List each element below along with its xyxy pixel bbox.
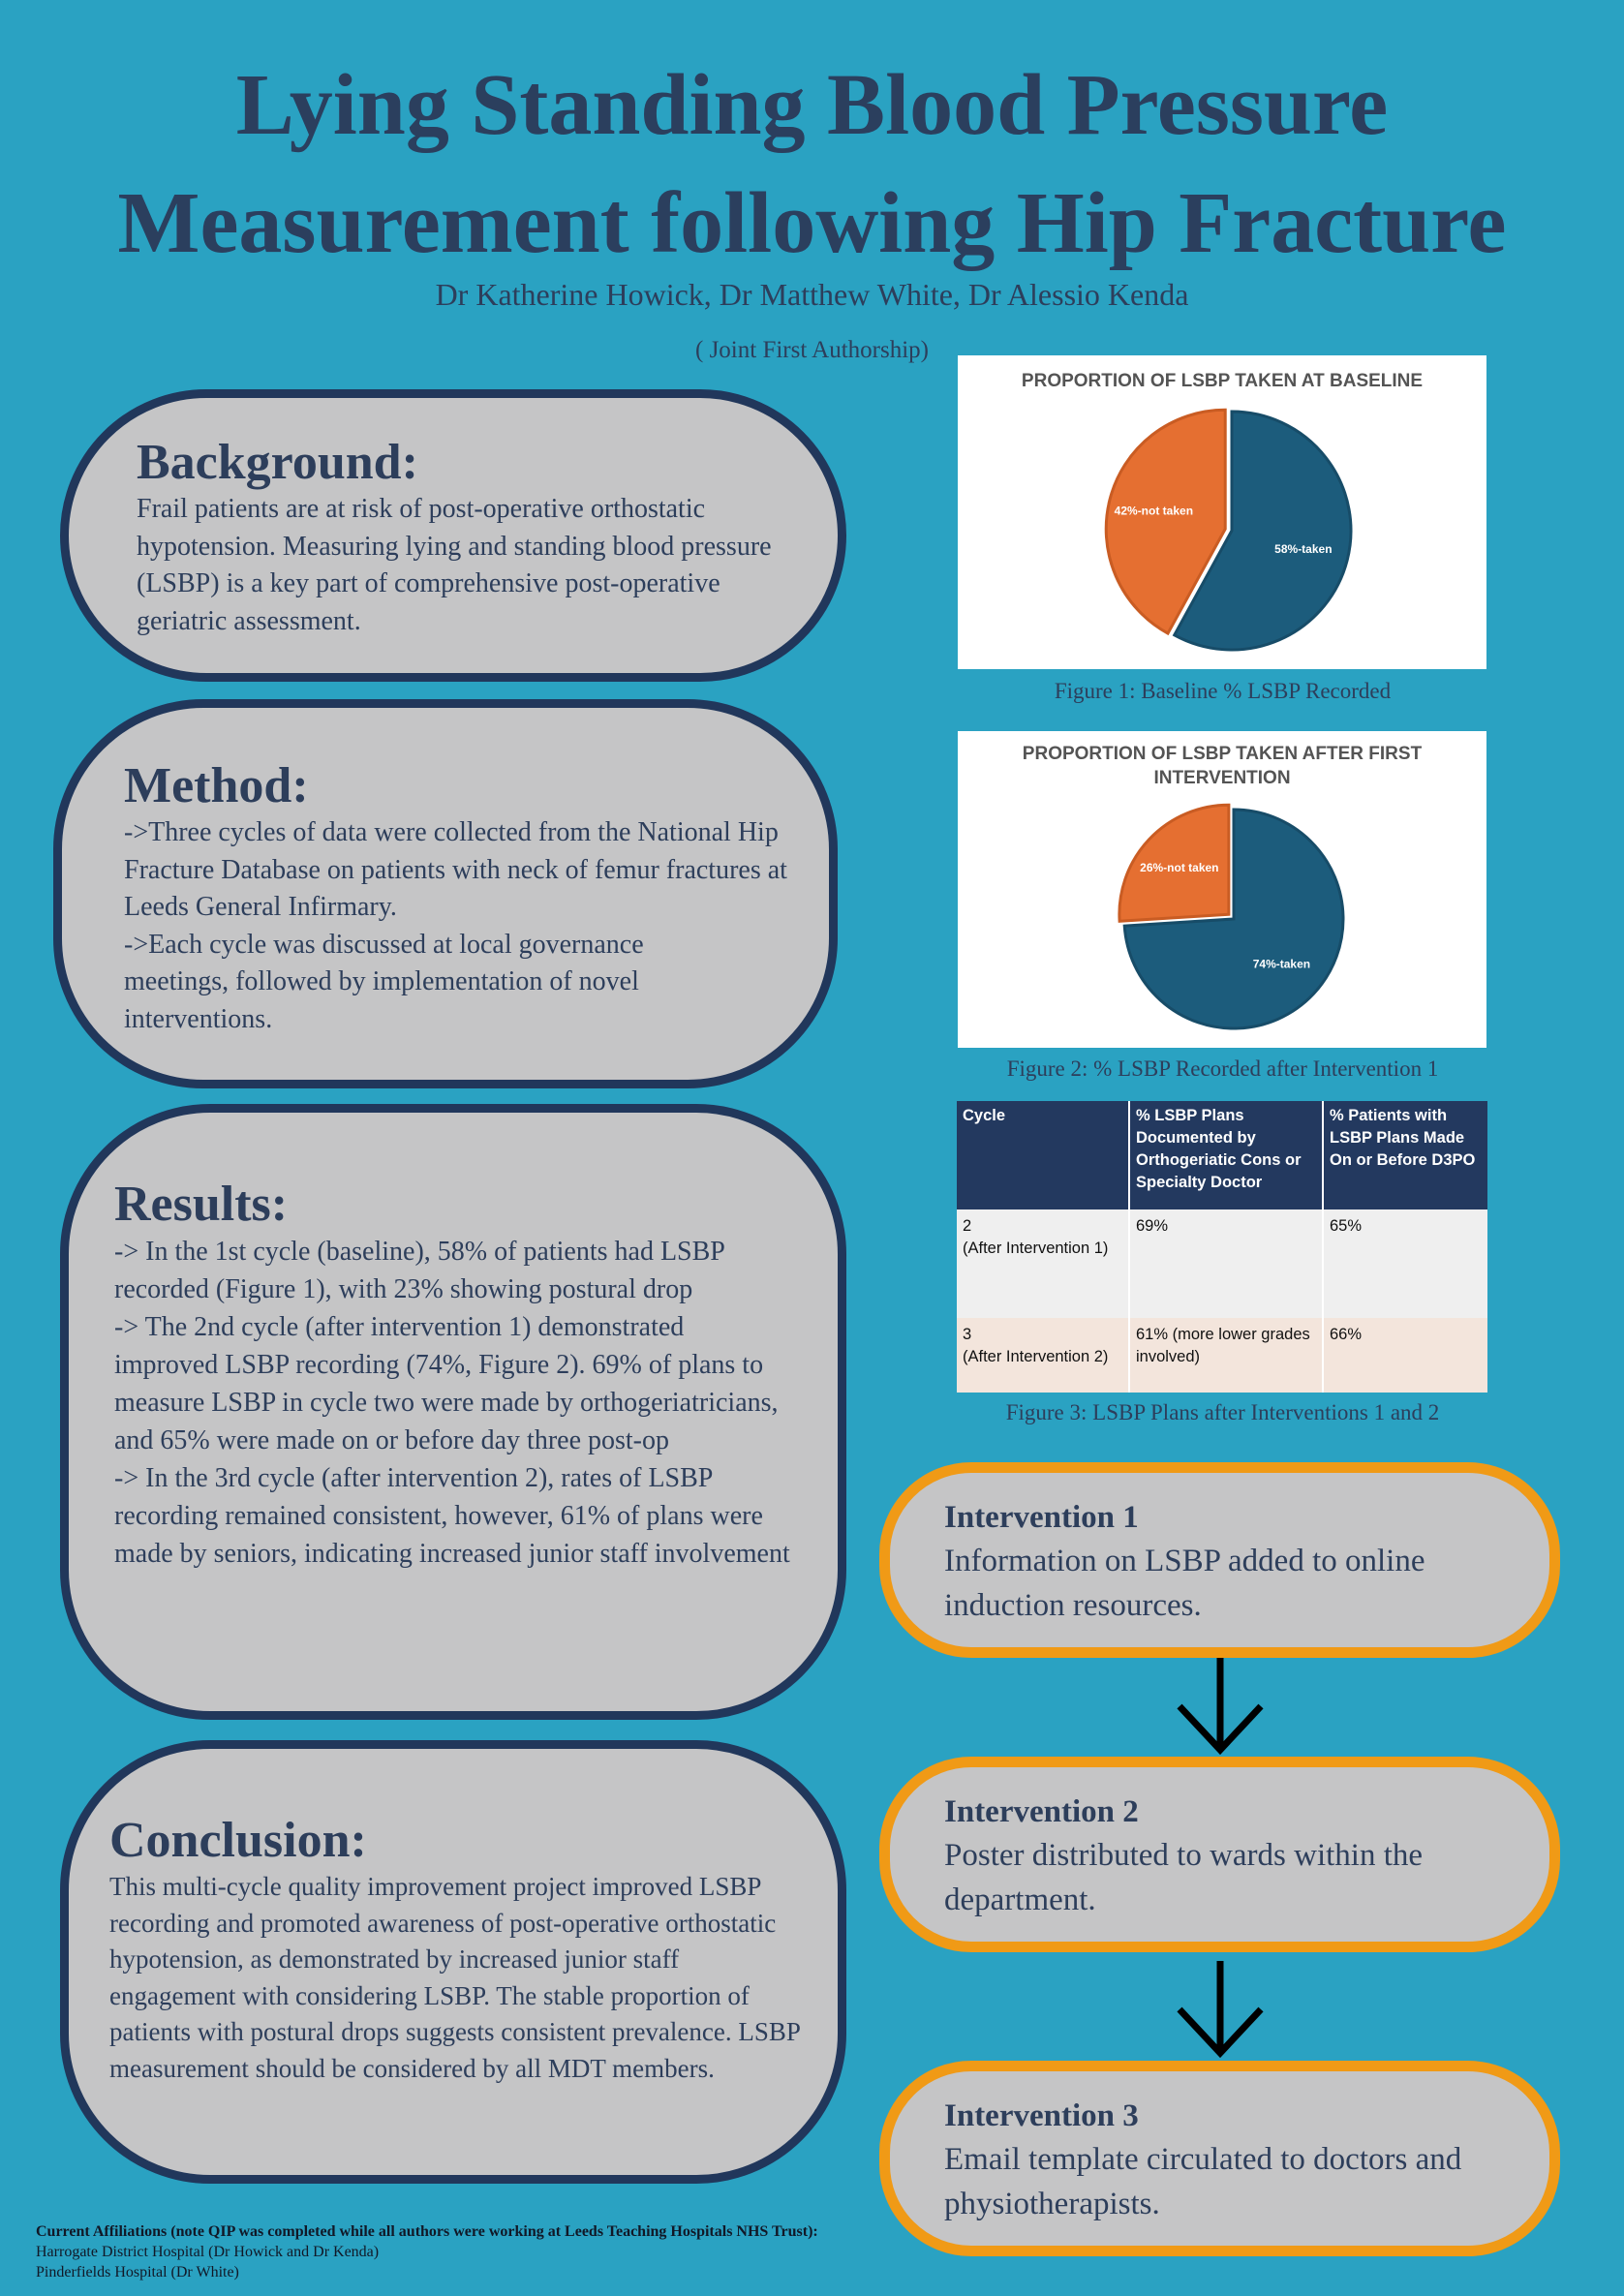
conclusion-heading: Conclusion: <box>109 1813 367 1868</box>
results-section <box>60 1104 846 1720</box>
results-paragraph-2: -> The 2nd cycle (after intervention 1) demonstrated improved LSBP recording (74%, Figure 2). 69% of plans to measure LSBP in cycle two were made by orthogeriatricians, and 65% were made on or before day three post-op <box>114 1312 779 1455</box>
down-arrow-icon <box>1174 1658 1267 1755</box>
background-heading: Background: <box>137 435 418 490</box>
intervention-2-text: Poster distributed to wards within the department. <box>944 1838 1424 1917</box>
pie-slice-label: 74%-taken <box>1252 957 1311 971</box>
affiliation-line: Pinderfields Hospital (Dr White) <box>36 2264 239 2281</box>
lsbp-plans-table <box>957 1101 1487 1393</box>
table-cell: 69% <box>1129 1209 1323 1317</box>
intervention-3-box <box>879 2061 1560 2256</box>
background-text: Frail patients are at risk of post-operative orthostatic hypotension. Measuring lying and standing blood pressure (LSBP) is a key part of comprehensive post-operative geriatric assessment. <box>137 494 772 636</box>
intervention-2-title: Intervention 2 <box>944 1794 1139 1829</box>
table-cell-cycle <box>957 1209 1129 1317</box>
results-heading: Results: <box>114 1177 289 1232</box>
affiliations-heading: Current Affiliations (note QIP was completed while all authors were working at Leeds Teaching Hospitals NHS Trust): <box>36 2223 818 2240</box>
baseline-pie-chart <box>958 355 1486 669</box>
figure-1-caption: Figure 1: Baseline % LSBP Recorded <box>1054 679 1392 703</box>
affiliations <box>36 2221 818 2282</box>
pie-slice-label: 42%-not taken <box>1114 504 1194 518</box>
intervention-1-box <box>879 1462 1560 1658</box>
figure-2-caption: Figure 2: % LSBP Recorded after Intervention 1 <box>1006 1056 1439 1081</box>
pie-chart-svg <box>958 731 1486 1048</box>
background-section <box>60 389 846 682</box>
table-cell: 66% <box>1323 1318 1487 1393</box>
table-header: % Patients with LSBP Plans Made On or Before D3PO <box>1323 1101 1487 1209</box>
method-paragraph-2: ->Each cycle was discussed at local governance meetings, followed by implementation of novel interventions. <box>124 929 644 1034</box>
cycle-note: (After Intervention 2) <box>963 1347 1109 1365</box>
conclusion-section <box>60 1740 846 2184</box>
intervention-2-box <box>879 1757 1560 1952</box>
down-arrow-icon <box>1174 1961 1267 2058</box>
poster-title-line2: Measurement following Hip Fracture <box>117 175 1507 271</box>
conclusion-text: This multi-cycle quality improvement project improved LSBP recording and promoted awareness of post-operative orthostatic hypotension, as demonstrated by increased junior staff engagement with considering LSBP. The stable proportion of patients with postural drops suggests consistent prevalence. LSBP measurement should be considered by all MDT members. <box>109 1872 800 2083</box>
method-section <box>53 699 838 1088</box>
pie-chart-svg <box>958 355 1486 669</box>
table-row <box>957 1209 1487 1317</box>
table-cell: 65% <box>1323 1209 1487 1317</box>
chart-title: PROPORTION OF LSBP TAKEN AT BASELINE <box>1021 371 1424 391</box>
cycle-note: (After Intervention 1) <box>963 1240 1109 1258</box>
joint-authorship-note: ( Joint First Authorship) <box>695 337 929 363</box>
table-cell-cycle <box>957 1318 1129 1393</box>
table-row <box>957 1318 1487 1393</box>
figure-3-caption: Figure 3: LSBP Plans after Interventions 1 and 2 <box>1005 1400 1440 1424</box>
post-intervention-pie-chart <box>958 731 1486 1048</box>
cycle-number: 3 <box>963 1325 972 1343</box>
intervention-1-text: Information on LSBP added to online induction resources. <box>944 1544 1425 1623</box>
intervention-1-title: Intervention 1 <box>944 1500 1139 1535</box>
table-header: Cycle <box>957 1101 1129 1209</box>
intervention-3-text: Email template circulated to doctors and physiotherapists. <box>944 2142 1462 2221</box>
pie-slice-label: 58%-taken <box>1274 541 1333 556</box>
method-paragraph-1: ->Three cycles of data were collected from the National Hip Fracture Database on patients with neck of femur fractures at Leeds General Infirmary. <box>124 817 787 922</box>
poster-title <box>0 46 1624 283</box>
table-header: % LSBP Plans Documented by Orthogeriatic Cons or Specialty Doctor <box>1129 1101 1323 1209</box>
pie-slice-label: 26%-not taken <box>1140 861 1219 875</box>
table-cell: 61% (more lower grades involved) <box>1129 1318 1323 1393</box>
poster-title-line1: Lying Standing Blood Pressure <box>235 57 1389 153</box>
results-paragraph-3: -> In the 3rd cycle (after intervention 2), rates of LSBP recording remained consistent, however, 61% of plans were made by seniors, indicating increased junior staff involvement <box>114 1463 790 1569</box>
method-heading: Method: <box>124 758 309 813</box>
cycle-number: 2 <box>963 1217 972 1236</box>
results-paragraph-1: -> In the 1st cycle (baseline), 58% of patients had LSBP recorded (Figure 1), with 23% showing postural drop <box>114 1237 724 1304</box>
table-header-row <box>957 1101 1487 1209</box>
authors: Dr Katherine Howick, Dr Matthew White, Dr Alessio Kenda <box>435 277 1189 312</box>
affiliation-line: Harrogate District Hospital (Dr Howick and Dr Kenda) <box>36 2244 380 2260</box>
intervention-3-title: Intervention 3 <box>944 2098 1139 2133</box>
chart-title: PROPORTION OF LSBP TAKEN AFTER FIRST INTERVENTION <box>1022 744 1423 788</box>
